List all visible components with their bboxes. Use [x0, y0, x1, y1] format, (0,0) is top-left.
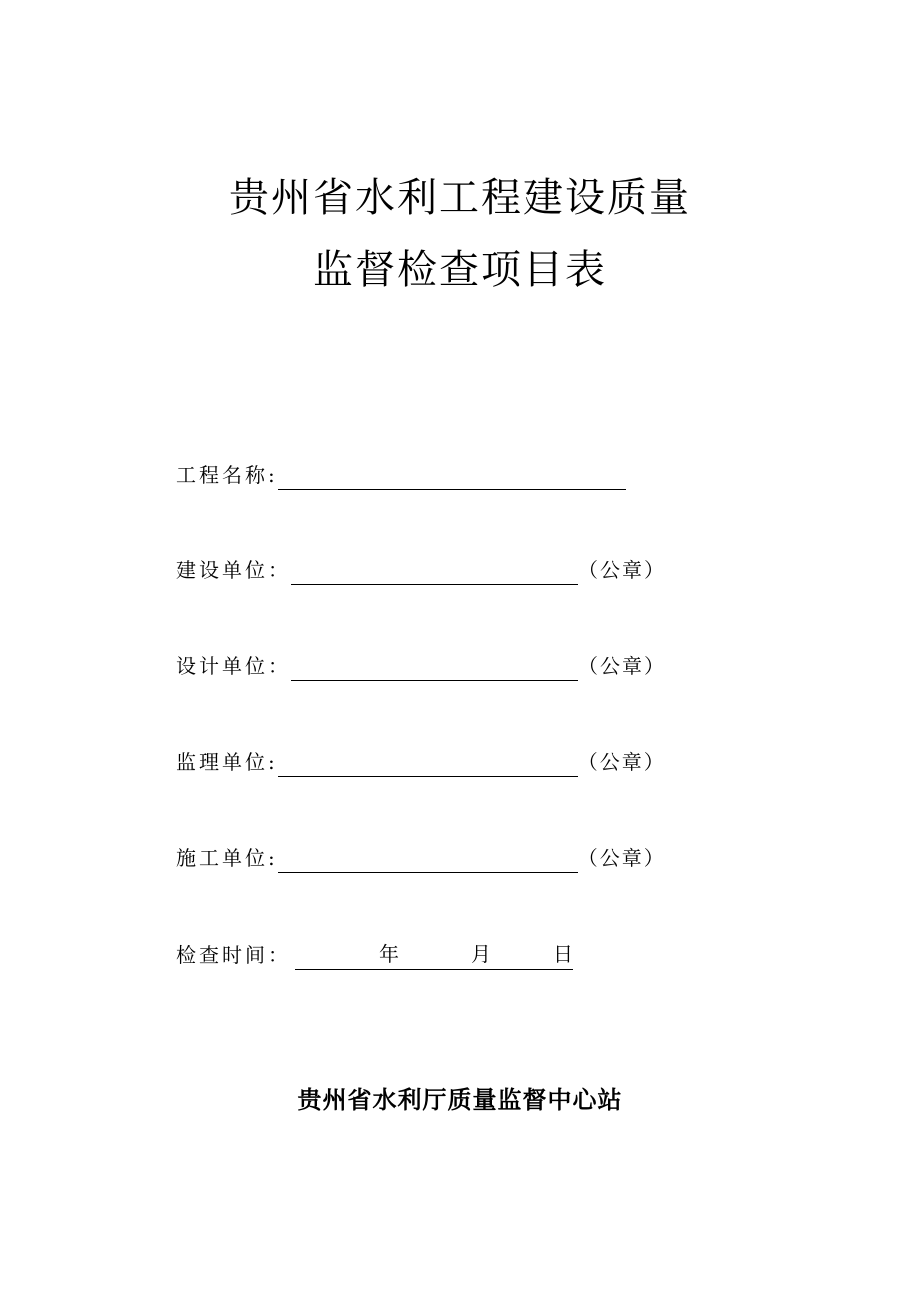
project-name-label: 工程名称: — [176, 463, 278, 487]
contractor-unit-field — [176, 843, 666, 873]
contractor-unit-label: 施工单位: — [176, 846, 278, 870]
design-unit-field — [176, 651, 666, 681]
supervision-unit-seal-note: （公章） — [577, 750, 666, 774]
supervision-unit-blank[interactable] — [278, 750, 578, 777]
date-month-label: 月 — [471, 942, 491, 966]
inspection-date-blank[interactable] — [295, 943, 573, 970]
project-name-blank[interactable] — [278, 463, 626, 490]
title-line-2: 监督检查项目表 — [313, 247, 607, 293]
title-line-1: 贵州省水利工程建设质量 — [229, 175, 691, 221]
construction-unit-field — [176, 555, 666, 585]
date-day-label: 日 — [553, 942, 573, 966]
contractor-unit-blank[interactable] — [278, 846, 578, 873]
inspection-date-field — [176, 940, 573, 970]
project-name-field — [176, 460, 626, 490]
construction-unit-blank[interactable] — [291, 558, 578, 585]
inspection-date-label: 检查时间： — [176, 943, 291, 967]
contractor-unit-seal-note: （公章） — [577, 846, 666, 870]
supervision-unit-field — [176, 747, 666, 777]
supervision-unit-label: 监理单位: — [176, 750, 278, 774]
construction-unit-label: 建设单位： — [176, 558, 291, 582]
issuing-organization: 贵州省水利厅质量监督中心站 — [297, 1086, 623, 1114]
design-unit-label: 设计单位： — [176, 654, 291, 678]
date-year-label: 年 — [379, 942, 399, 966]
construction-unit-seal-note: （公章） — [578, 558, 666, 582]
design-unit-seal-note: （公章） — [578, 654, 666, 678]
design-unit-blank[interactable] — [291, 654, 578, 681]
